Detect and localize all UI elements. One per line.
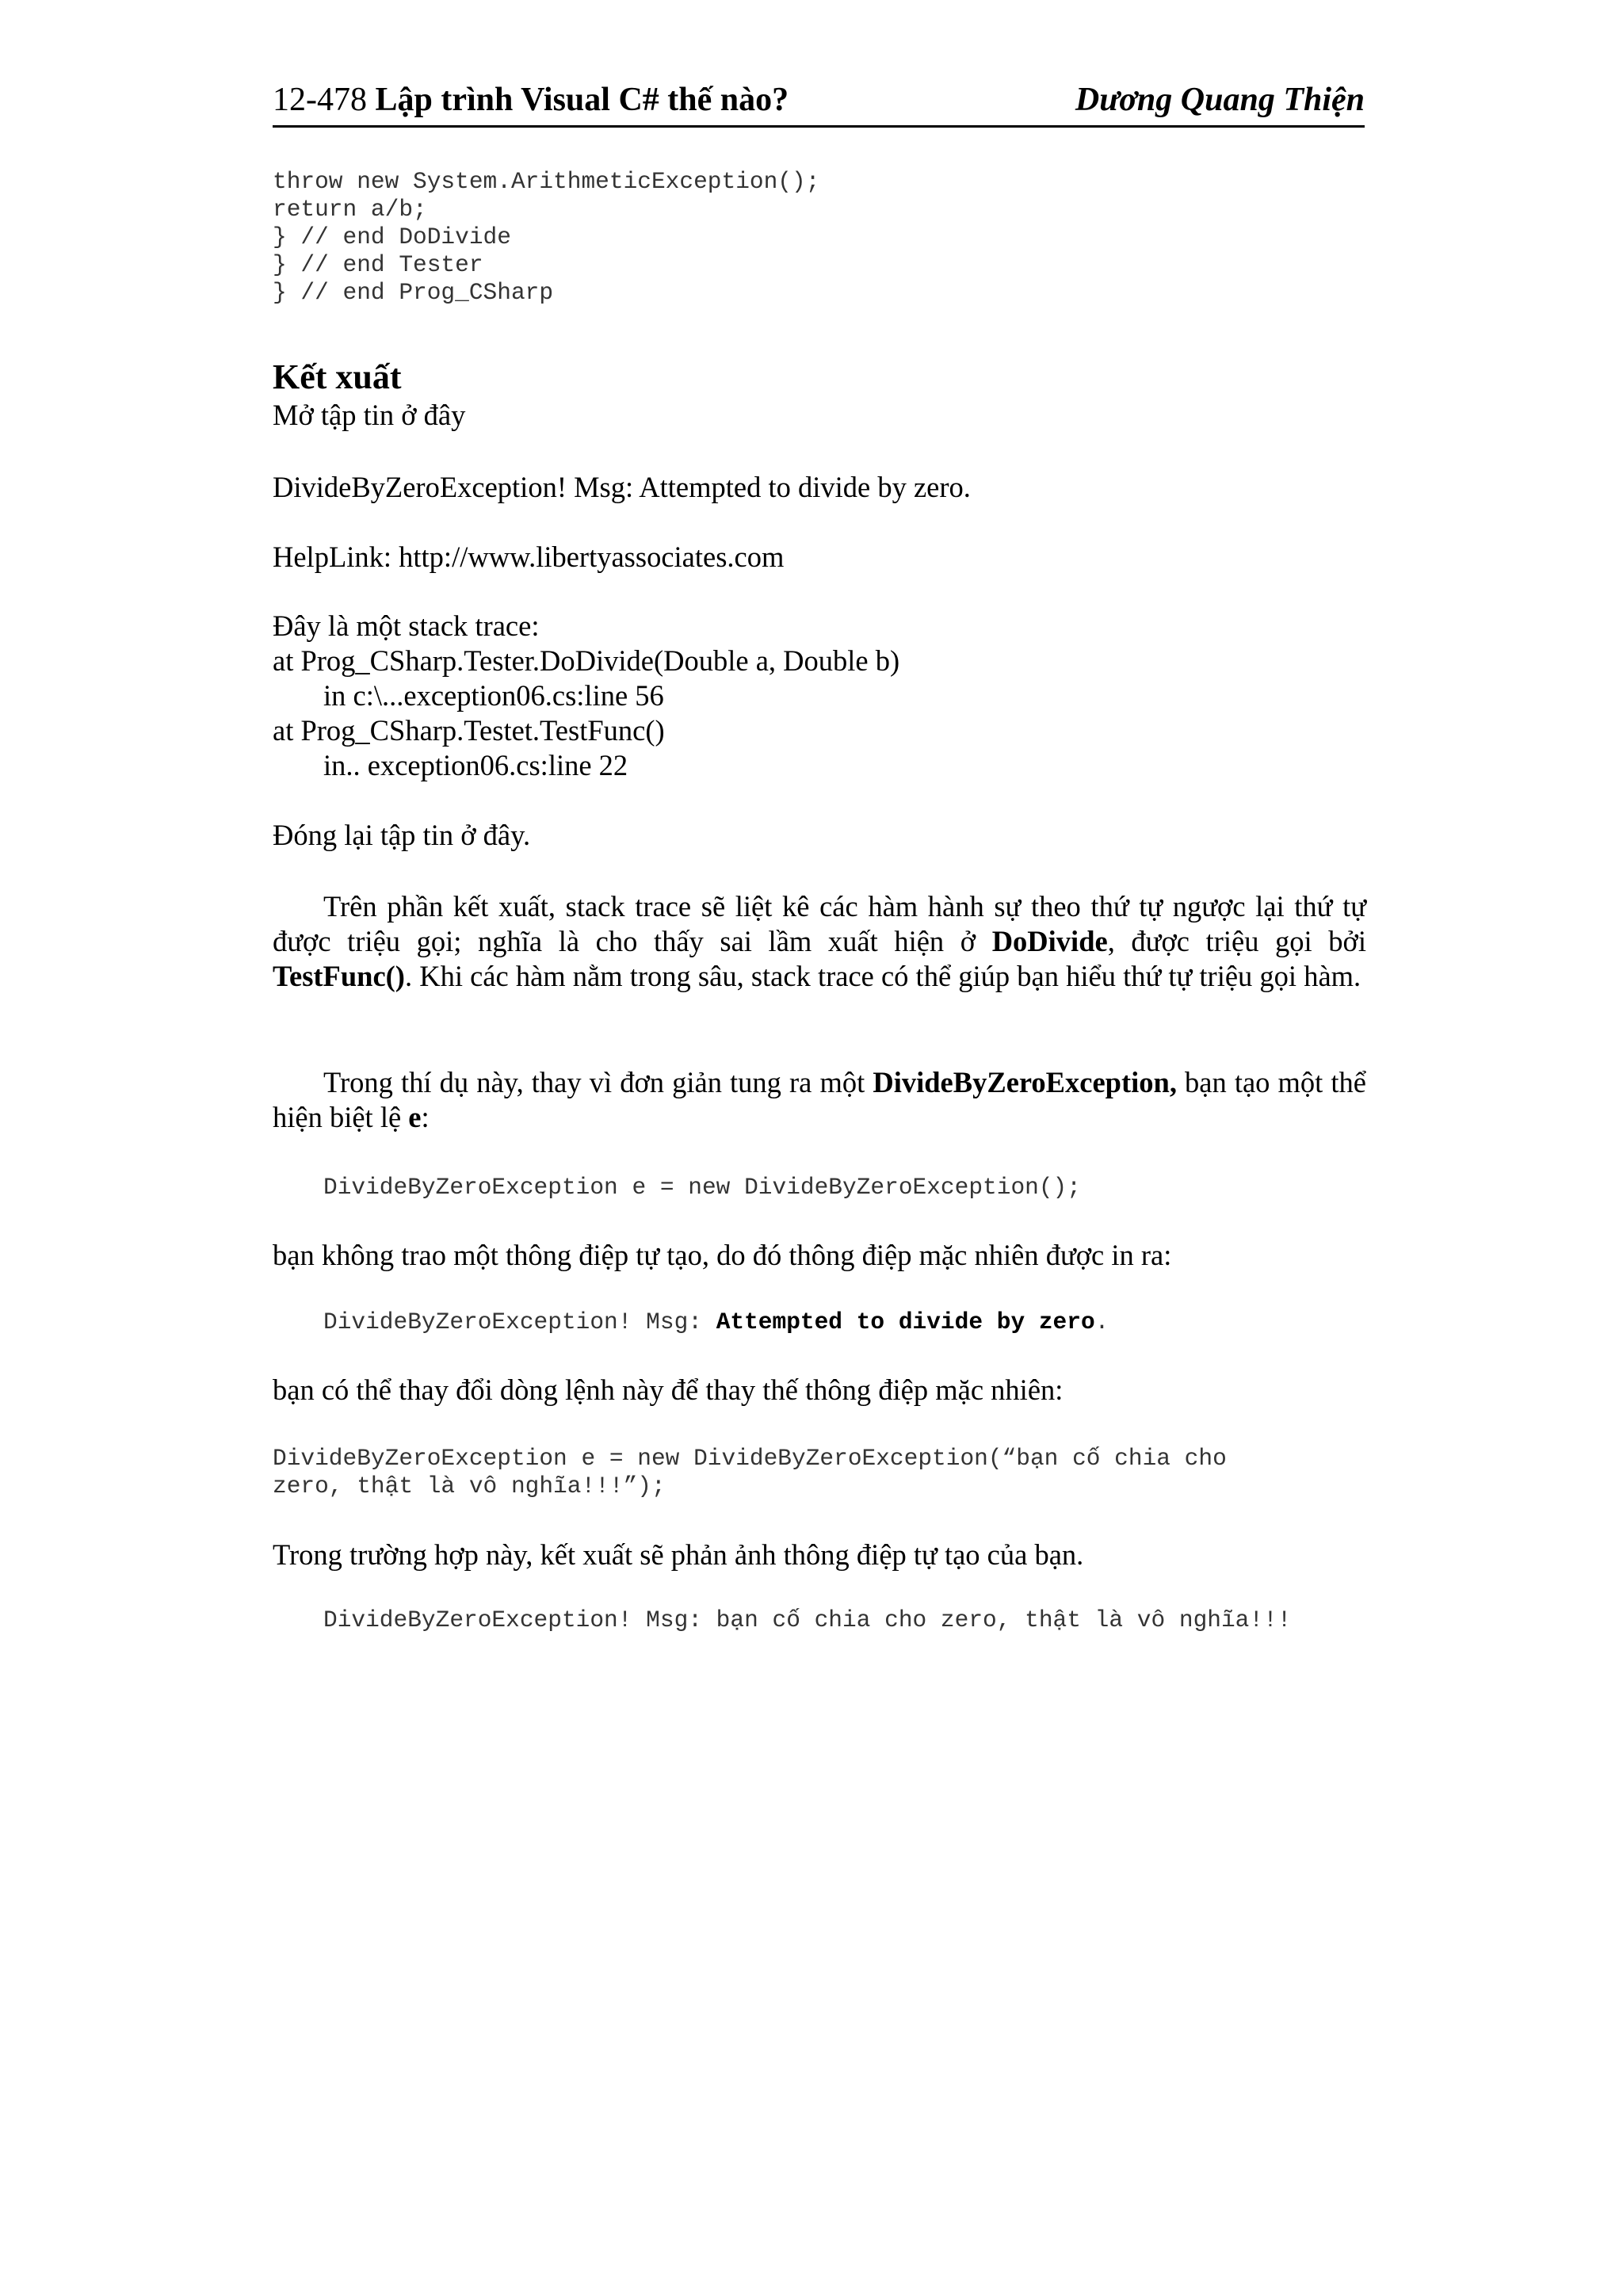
code-create-exception: DivideByZeroException e = new DivideByZeroException(); [323,1174,1081,1201]
bold-term: TestFunc() [273,960,405,992]
author-name: Dương Quang Thiện [1075,82,1365,118]
book-title: Lập trình Visual C# thế nào? [375,82,789,118]
close-file-text: Đóng lại tập tin ở đây. [273,819,531,851]
page-number: 12-478 [273,82,367,118]
paragraph-text: : [421,1101,430,1133]
result-text: Trong trường hợp này, kết xuất sẽ phản ảnh thông điệp tự tạo của bạn. [273,1538,1084,1571]
paragraph-stack-trace [273,889,1366,994]
stack-frame-location: in.. exception06.cs:line 22 [323,749,628,781]
change-line-text: bạn có thể thay đổi dòng lệnh này để thay thế thông điệp mặc nhiên: [273,1373,1064,1406]
code-line: } // end Prog_CSharp [273,279,554,306]
stack-frame: at Prog_CSharp.Testet.TestFunc() [273,714,665,747]
paragraph-text: Trong thí dụ này, thay vì đơn giản tung ra một [323,1066,873,1098]
section-heading: Kết xuất [273,357,402,396]
paragraph-text: Trên phần kết xuất, stack trace sẽ liệt kê các hàm hành sự theo thứ tự ngược lại thứ tự được triệu gọi; nghĩa là cho thấy sai lầm xuất hiện ở [273,890,1366,957]
stack-frame: at Prog_CSharp.Tester.DoDivide(Double a, Double b) [273,644,900,677]
code-text: . [1094,1308,1109,1335]
default-message-text: bạn không trao một thông điệp tự tạo, do đó thông điệp mặc nhiên được in ra: [273,1239,1172,1271]
code-default-output [323,1308,1109,1336]
bold-term: e [408,1101,422,1133]
exception-message-text: DivideByZeroException! Msg: Attempted to divide by zero. [273,471,971,503]
code-block-top [273,168,819,307]
header-left [273,78,789,122]
stack-frame-location: in c:\...exception06.cs:line 56 [323,679,664,712]
paragraph-text: , được triệu gọi bởi [1107,925,1366,957]
code-text: DivideByZeroException! Msg: [323,1308,716,1335]
code-custom-output: DivideByZeroException! Msg: bạn cố chia cho zero, thật là vô nghĩa!!! [323,1606,1292,1633]
code-line: return a/b; [273,196,427,223]
code-custom-exception [273,1445,1227,1500]
code-line: throw new System.ArithmeticException(); [273,168,820,195]
code-bold-text: Attempted to divide by zero [716,1308,1095,1335]
helplink-text: HelpLink: http://www.libertyassociates.com [273,541,785,573]
bold-term: DoDivide [991,925,1108,957]
bold-term: DivideByZeroException, [873,1066,1177,1098]
stack-trace-block [273,609,1366,783]
code-line: zero, thật là vô nghĩa!!!”); [273,1473,666,1499]
stack-intro: Đây là một stack trace: [273,609,540,642]
paragraph-example [273,1065,1366,1135]
code-line: } // end DoDivide [273,223,511,250]
code-line: } // end Tester [273,251,483,278]
code-line: DivideByZeroException e = new DivideByZeroException(“bạn cố chia cho [273,1445,1227,1472]
open-file-text: Mở tập tin ở đây [273,399,466,431]
paragraph-text: bạn tạo một thể hiện biệt lệ [273,1066,1366,1133]
paragraph-text: . Khi các hàm nằm trong sâu, stack trace có thể giúp bạn hiểu thứ tự triệu gọi hàm. [404,960,1361,992]
page-header [273,78,1365,128]
